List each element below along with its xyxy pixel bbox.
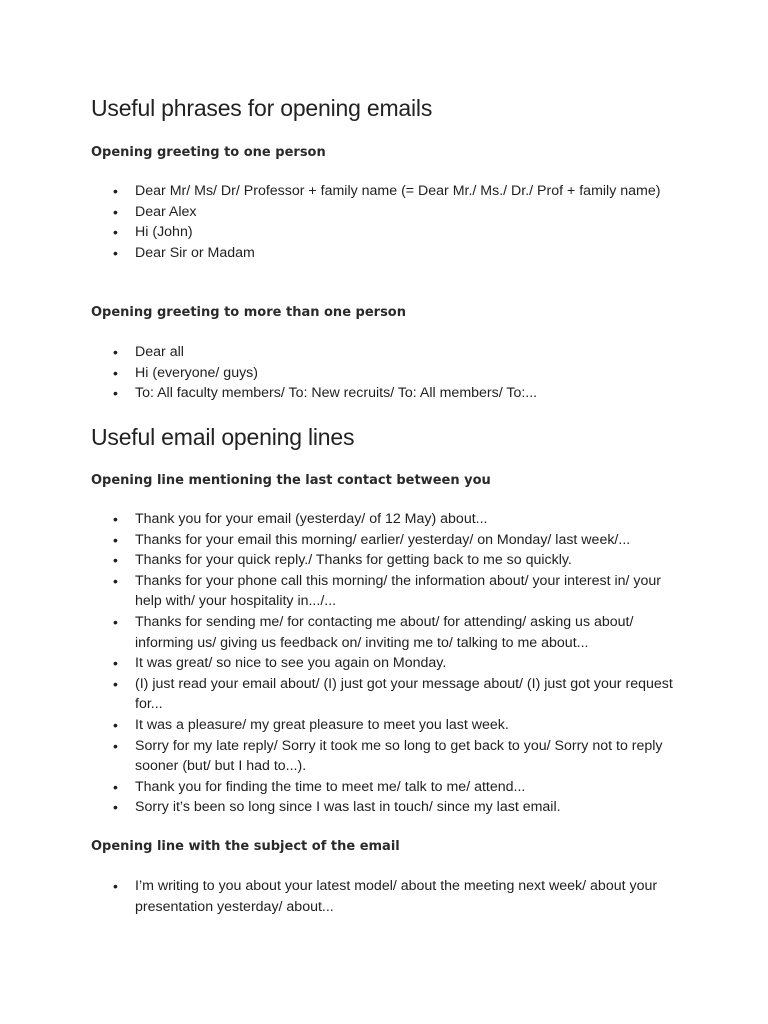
sub-heading-subject-of-email: Opening line with the subject of the email (91, 839, 400, 854)
bullet-icon: • (113, 552, 118, 569)
section-title-opening-lines: Useful email opening lines (91, 424, 355, 450)
section-title-opening-emails: Useful phrases for opening emails (91, 95, 433, 121)
list-item: • To: All faculty members/ To: New recruits/ To: All members/ To:... (0, 383, 768, 404)
list-item: • Hi (John) (0, 222, 768, 243)
bullet-icon: • (113, 572, 118, 589)
bullet-icon: • (113, 385, 118, 402)
list-item: • Dear Sir or Madam (0, 243, 768, 264)
bullet-icon: • (113, 183, 118, 199)
bullet-list-one-person (0, 181, 768, 263)
list-item: • It was great/ so nice to see you again on Monday. (0, 653, 768, 674)
bullet-list-last-contact (0, 509, 768, 818)
list-item: • Thanks for your quick reply./ Thanks for getting back to me so quickly. (0, 550, 768, 571)
list-item: • Thanks for your phone call this morning/ the information about/ your interest in/ your help with/ your hospitality in.../... (113, 572, 661, 610)
bullet-icon: • (113, 716, 118, 733)
list-item: • It was a pleasure/ my great pleasure to meet you last week. (0, 715, 768, 736)
bullet-icon: • (113, 224, 118, 241)
bullet-icon: • (113, 675, 118, 692)
bullet-icon: • (113, 531, 118, 548)
bullet-icon: • (113, 737, 118, 754)
list-item: • Sorry for my late reply/ Sorry it took me so long to get back to you/ Sorry not to reply sooner (but/ but I had to...). (113, 737, 663, 775)
bullet-icon: • (113, 878, 118, 894)
list-item: • Thanks for sending me/ for contacting me about/ for attending/ asking us about/ informing us/ giving us feedback on/ inviting me to/ talking to me about... (113, 613, 634, 651)
list-item: • Thanks for your email this morning/ earlier/ yesterday/ on Monday/ last week/... (0, 530, 768, 551)
bullet-icon: • (113, 655, 118, 672)
list-item: • Thank you for finding the time to meet me/ talk to me/ attend... (0, 777, 768, 798)
bullet-icon: • (113, 799, 118, 816)
list-item: • Dear Mr/ Ms/ Dr/ Professor + family name (= Dear Mr./ Ms./ Dr./ Prof + family name) (0, 181, 768, 202)
list-item: • Dear Alex (0, 202, 768, 223)
bullet-icon: • (113, 364, 118, 381)
bullet-icon: • (113, 203, 118, 220)
list-item: • Hi (everyone/ guys) (0, 363, 768, 384)
bullet-icon: • (113, 511, 118, 527)
list-item: • I’m writing to you about your latest model/ about the meeting next week/ about your presentation yesterday/ about... (113, 878, 658, 915)
list-item: • (I) just read your email about/ (I) just got your message about/ (I) just got your request for... (113, 675, 673, 713)
sub-heading-one-person: Opening greeting to one person (91, 145, 326, 160)
bullet-icon: • (113, 778, 118, 795)
list-item: • Dear all (0, 342, 768, 363)
sub-heading-more-than-one-person: Opening greeting to more than one person (91, 305, 406, 320)
bullet-icon: • (113, 613, 118, 630)
list-item: • Thank you for your email (yesterday/ of 12 May) about... (0, 509, 768, 530)
sub-heading-last-contact: Opening line mentioning the last contact between you (91, 473, 491, 488)
bullet-icon: • (113, 344, 118, 360)
bullet-icon: • (113, 244, 118, 261)
bullet-list-subject-of-email (0, 876, 768, 917)
bullet-list-more-than-one-person (0, 342, 768, 404)
list-item: • Sorry it’s been so long since I was last in touch/ since my last email. (0, 797, 768, 818)
